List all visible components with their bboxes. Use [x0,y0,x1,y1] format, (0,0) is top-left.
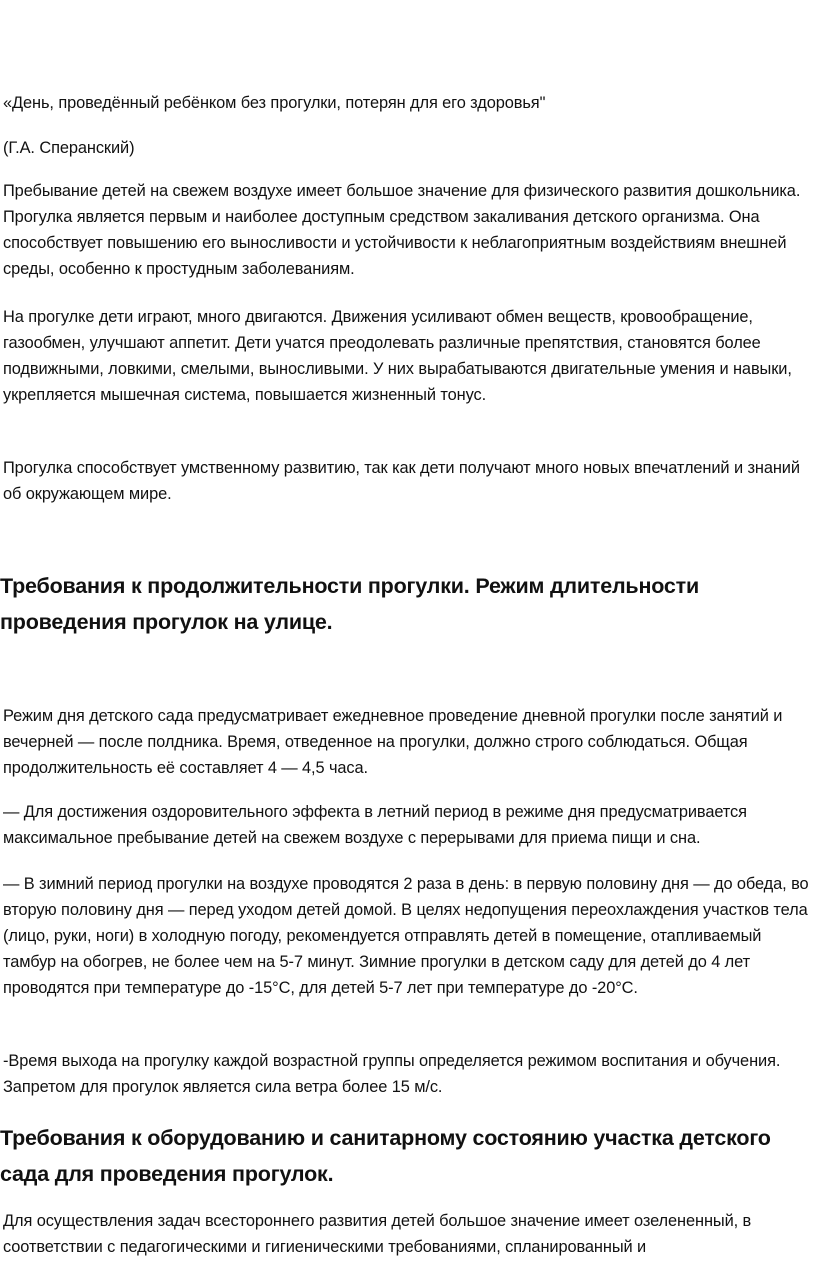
intro-paragraph-2: На прогулке дети играют, много двигаются. Движения усиливают обмен веществ, кровообращение, газообмен, улучшают аппетит. Дети учатся преодолевать различные препятствия, становятся более подвижными, ловкими, смелыми, выносливыми. У них вырабатываются двигательные умения и навыки, укрепляется мышечная система, повышается жизненный тонус. [3,308,792,404]
epigraph-author: (Г.А. Сперанский) [3,139,135,157]
section-heading-duration: Требования к продолжительности прогулки. Режим длительности проведения прогулок на улице. [0,574,699,634]
epigraph-quote: «День, проведённый ребёнком без прогулки, потерян для его здоровья" [3,94,546,112]
section1-paragraph-1: Режим дня детского сада предусматривает ежедневное проведение дневной прогулки после занятий и вечерней — после полдника. Время, отведенное на прогулки, должно строго соблюдаться. Общая продолжительность её составляет 4 — 4,5 часа. [3,707,783,777]
intro-paragraph-3: Прогулка способствует умственному развитию, так как дети получают много новых впечатлений и знаний об окружающем мире. [3,459,800,503]
section1-paragraph-4: -Время выхода на прогулку каждой возрастной группы определяется режимом воспитания и обучения. Запретом для прогулок является сила ветра более 15 м/с. [3,1052,781,1096]
section1-paragraph-2: — Для достижения оздоровительного эффекта в летний период в режиме дня предусматривается максимальное пребывание детей на свежем воздухе с перерывами для приема пищи и сна. [3,803,747,847]
section2-paragraph-1: Для осуществления задач всестороннего развития детей большое значение имеет озелененный, в соответствии с педагогическими и гигиеническими требованиями, спланированный и [3,1212,752,1256]
section-heading-equipment: Требования к оборудованию и санитарному состоянию участка детского сада для проведения прогулок. [0,1126,771,1186]
section1-paragraph-3: — В зимний период прогулки на воздухе проводятся 2 раза в день: в первую половину дня — до обеда, во вторую половину дня — перед уходом детей домой. В целях недопущения переохлаждения участков тела (лицо, руки, ноги) в холодную погоду, рекомендуется отправлять детей в помещение, отапливаемый тамбур на обогрев, не более чем на 5-7 минут. Зимние прогулки в детском саду для детей до 4 лет проводятся при температуре до -15°С, для детей 5-7 лет при температуре до -20°С. [3,875,809,997]
intro-paragraph-1: Пребывание детей на свежем воздухе имеет большое значение для физического развития дошкольника. Прогулка является первым и наиболее доступным средством закаливания детского организма. Она способствует повышению его выносливости и устойчивости к неблагоприятным воздействиям внешней среды, особенно к простудным заболеваниям. [3,182,801,278]
